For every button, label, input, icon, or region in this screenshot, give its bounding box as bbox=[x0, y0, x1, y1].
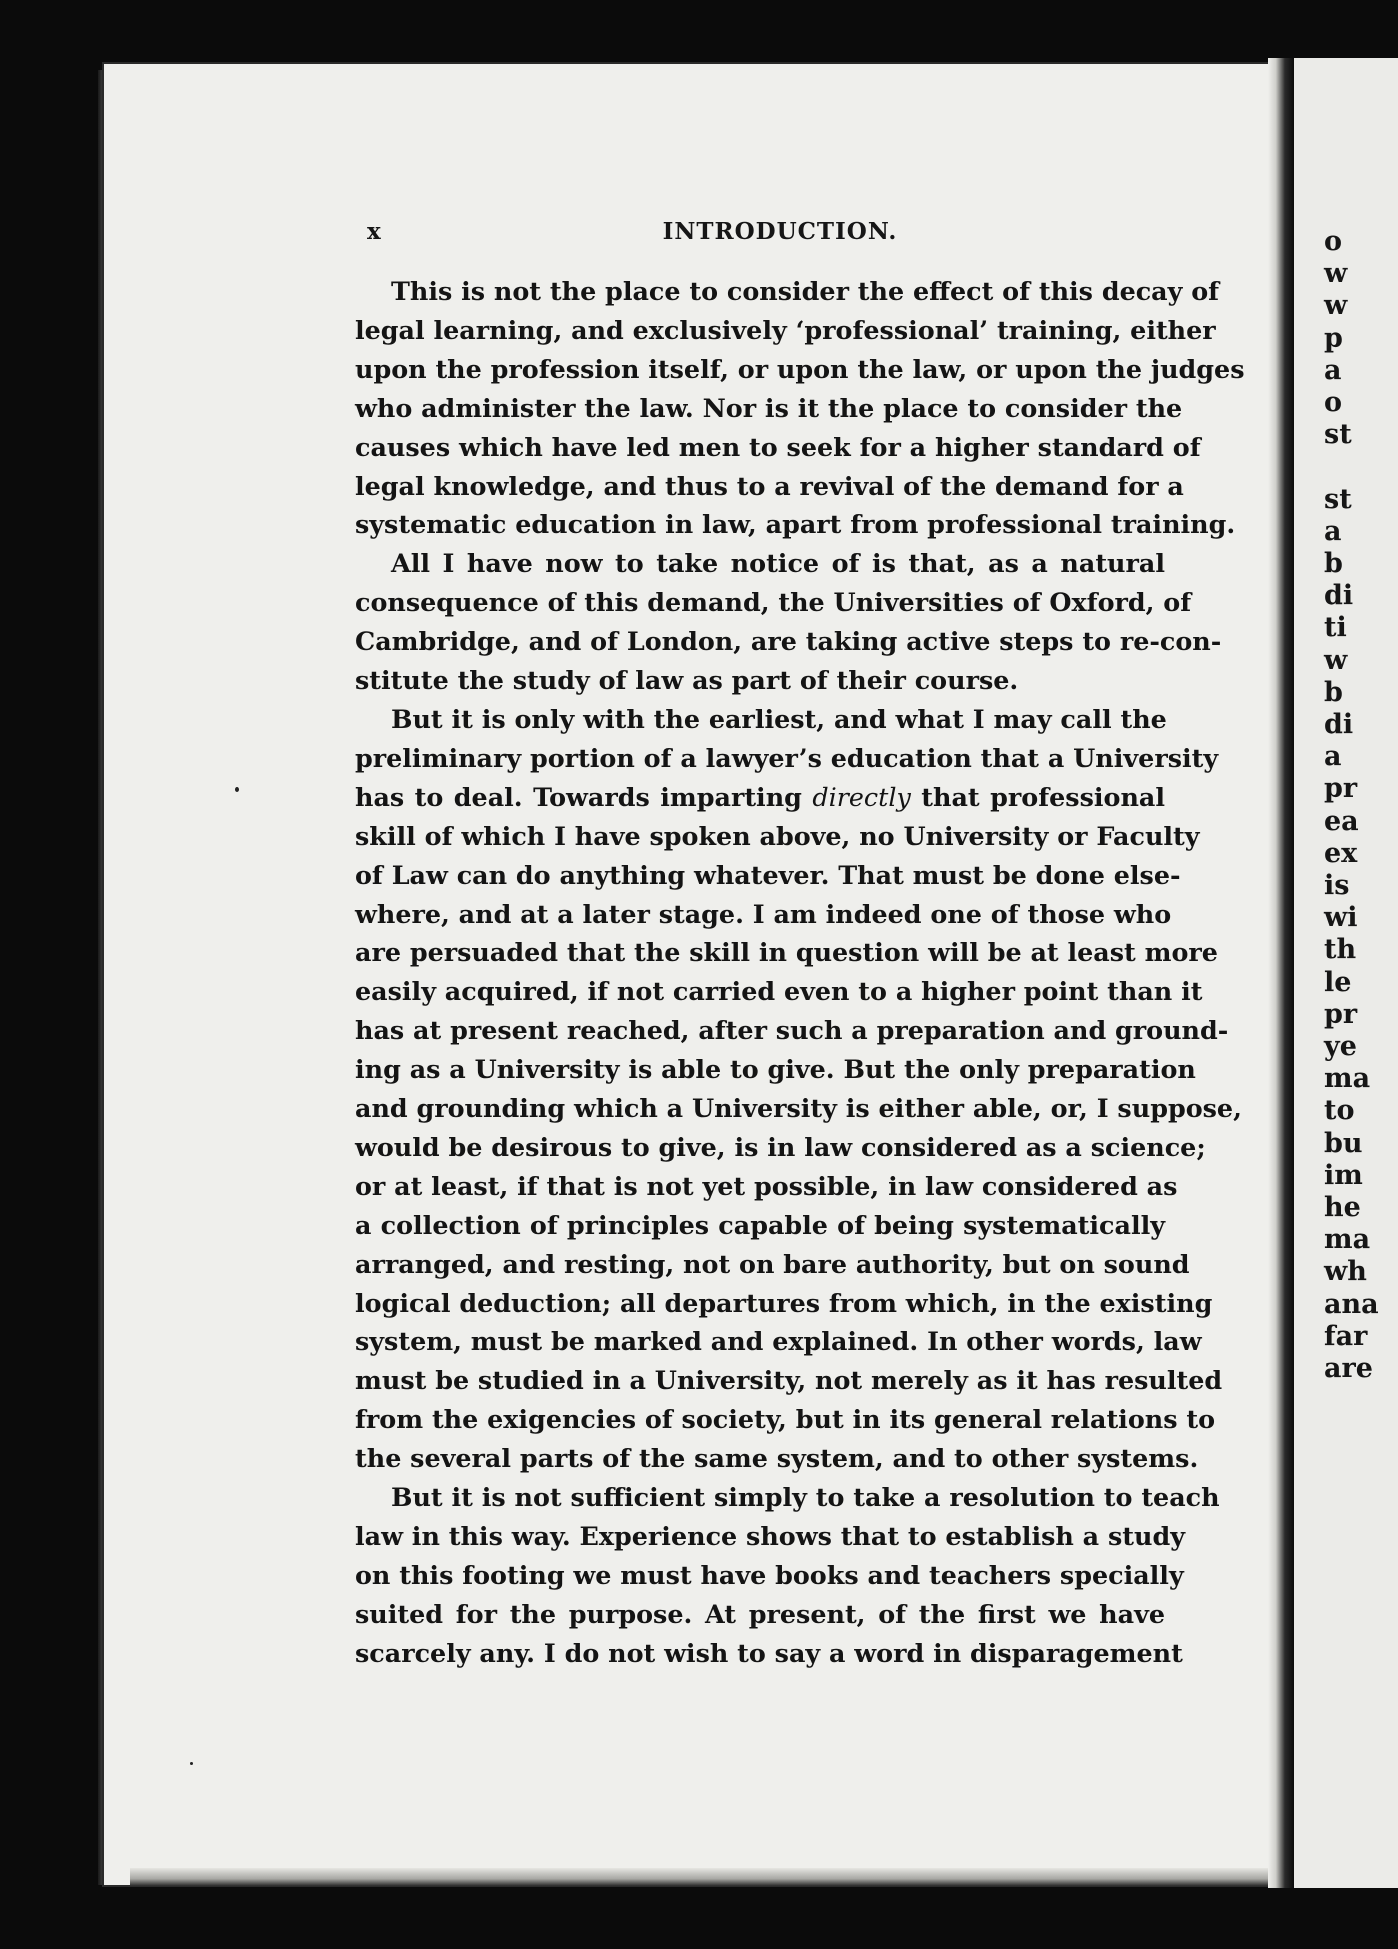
facing-page-line: ex bbox=[1324, 837, 1358, 869]
running-head bbox=[355, 218, 1165, 252]
facing-page-line: st bbox=[1324, 419, 1352, 451]
scan-speck bbox=[235, 787, 239, 792]
text-line: where, and at a later stage. I am indeed one of those who bbox=[355, 898, 1172, 929]
facing-page-line: wh bbox=[1324, 1256, 1367, 1288]
paragraph bbox=[355, 272, 1245, 544]
facing-page-line: a bbox=[1324, 741, 1342, 773]
facing-page-line: pr bbox=[1324, 998, 1358, 1030]
text-line: from the exigencies of society, but in its general relations to bbox=[355, 1404, 1216, 1435]
text-line: would be desirous to give, is in law considered as a science; bbox=[355, 1131, 1206, 1162]
text-line: Cambridge, and of London, are taking active steps to re-con- bbox=[355, 626, 1222, 657]
facing-page-line: ana bbox=[1324, 1288, 1379, 1320]
text-line: scarcely any. I do not wish to say a word in disparagement bbox=[355, 1637, 1183, 1668]
facing-page-line: o bbox=[1324, 226, 1343, 257]
facing-page-line: far bbox=[1324, 1320, 1368, 1352]
facing-page-line: w bbox=[1324, 290, 1348, 322]
scan-speck bbox=[190, 1762, 193, 1765]
facing-page-line: ea bbox=[1324, 805, 1359, 837]
facing-page-line: di bbox=[1324, 709, 1354, 740]
body-text bbox=[355, 272, 1245, 1673]
text-line: has at present reached, after such a preparation and ground- bbox=[355, 1015, 1229, 1046]
paragraph bbox=[355, 700, 1242, 1478]
facing-page-line: o bbox=[1324, 387, 1343, 418]
text-line: must be studied in a University, not merely as it has resulted bbox=[355, 1365, 1223, 1396]
facing-page-line: he bbox=[1324, 1192, 1361, 1223]
facing-page-line: b bbox=[1324, 676, 1343, 708]
facing-page-line: ye bbox=[1324, 1031, 1357, 1062]
text-line: system, must be marked and explained. In other words, law bbox=[355, 1326, 1202, 1357]
text-line: and grounding which a University is either able, or, I suppose, bbox=[355, 1093, 1242, 1124]
facing-page-line: ti bbox=[1324, 612, 1347, 644]
facing-page-line: pr bbox=[1324, 773, 1358, 805]
text-line: who administer the law. Nor is it the place to consider the bbox=[355, 392, 1183, 423]
facing-page-line: ma bbox=[1324, 1063, 1371, 1095]
facing-page-line: a bbox=[1324, 515, 1342, 547]
text-line: But it is not sufficient simply to take a resolution to teach bbox=[391, 1482, 1220, 1513]
facing-page-line: wi bbox=[1324, 902, 1358, 934]
text-line: skill of which I have spoken above, no University or Faculty bbox=[355, 820, 1200, 851]
text-line: has to deal. Towards imparting directly that professional bbox=[355, 781, 1166, 812]
facing-page-line: th bbox=[1324, 934, 1357, 966]
text-line: This is not the place to consider the effect of this decay of bbox=[391, 276, 1220, 306]
facing-page-line: is bbox=[1324, 870, 1350, 901]
text-line: systematic education in law, apart from professional training. bbox=[355, 509, 1236, 540]
text-line: or at least, if that is not yet possible, in law considered as bbox=[355, 1170, 1178, 1201]
text-line: on this footing we must have books and teachers specially bbox=[355, 1559, 1184, 1590]
facing-page-line: bu bbox=[1324, 1127, 1363, 1159]
text-line: arranged, and resting, not on bare authority, but on sound bbox=[355, 1248, 1190, 1279]
text-line: a collection of principles capable of being systematically bbox=[355, 1209, 1165, 1240]
text-line: law in this way. Experience shows that to establish a study bbox=[355, 1521, 1185, 1551]
page-number: x bbox=[367, 218, 382, 245]
text-line: legal knowledge, and thus to a revival of the demand for a bbox=[355, 470, 1184, 501]
paragraph bbox=[355, 1478, 1220, 1673]
facing-page-line: b bbox=[1324, 548, 1343, 579]
text-line: stitute the study of law as part of their course. bbox=[355, 665, 1019, 696]
paragraph bbox=[355, 544, 1222, 700]
text-line: upon the profession itself, or upon the law, or upon the judges bbox=[355, 353, 1245, 384]
text-line: suited for the purpose. At present, of the first we have bbox=[355, 1598, 1165, 1629]
text-line: ing as a University is able to give. But the only preparation bbox=[355, 1054, 1196, 1085]
facing-page-line: a bbox=[1324, 354, 1342, 386]
text-line: All I have now to take notice of is that, as a natural bbox=[391, 548, 1165, 579]
book-spine bbox=[1268, 58, 1294, 1888]
text-line: legal learning, and exclusively ‘professional’ training, either bbox=[355, 314, 1216, 345]
facing-page-line: are bbox=[1324, 1353, 1373, 1384]
facing-page-line: w bbox=[1324, 258, 1348, 290]
facing-page-fragment bbox=[1294, 58, 1398, 1888]
text-line: preliminary portion of a lawyer’s education that a University bbox=[355, 742, 1219, 773]
text-line: the several parts of the same system, and to other systems. bbox=[355, 1443, 1199, 1474]
facing-page-line: le bbox=[1324, 966, 1352, 998]
text-line: causes which have led men to seek for a higher standard of bbox=[355, 431, 1201, 462]
running-head-title: INTRODUCTION. bbox=[662, 218, 898, 245]
text-line: easily acquired, if not carried even to a higher point than it bbox=[355, 976, 1203, 1007]
text-line: of Law can do anything whatever. That must be done else- bbox=[355, 859, 1181, 890]
facing-page-line: w bbox=[1324, 644, 1348, 676]
facing-page-line: im bbox=[1324, 1159, 1363, 1191]
facing-page-line: p bbox=[1324, 322, 1343, 354]
text-line: logical deduction; all departures from which, in the existing bbox=[355, 1287, 1213, 1318]
facing-page-line: di bbox=[1324, 580, 1354, 612]
text-line: are persuaded that the skill in question will be at least more bbox=[355, 937, 1218, 968]
text-line: But it is only with the earliest, and what I may call the bbox=[391, 703, 1167, 734]
facing-page-line: st bbox=[1324, 483, 1352, 515]
italic-text: directly bbox=[812, 781, 911, 812]
text-line: consequence of this demand, the Universities of Oxford, of bbox=[355, 587, 1192, 618]
facing-page-line: to bbox=[1324, 1095, 1355, 1127]
page-bottom-edge bbox=[130, 1868, 1278, 1886]
facing-page-line: ma bbox=[1324, 1224, 1371, 1256]
